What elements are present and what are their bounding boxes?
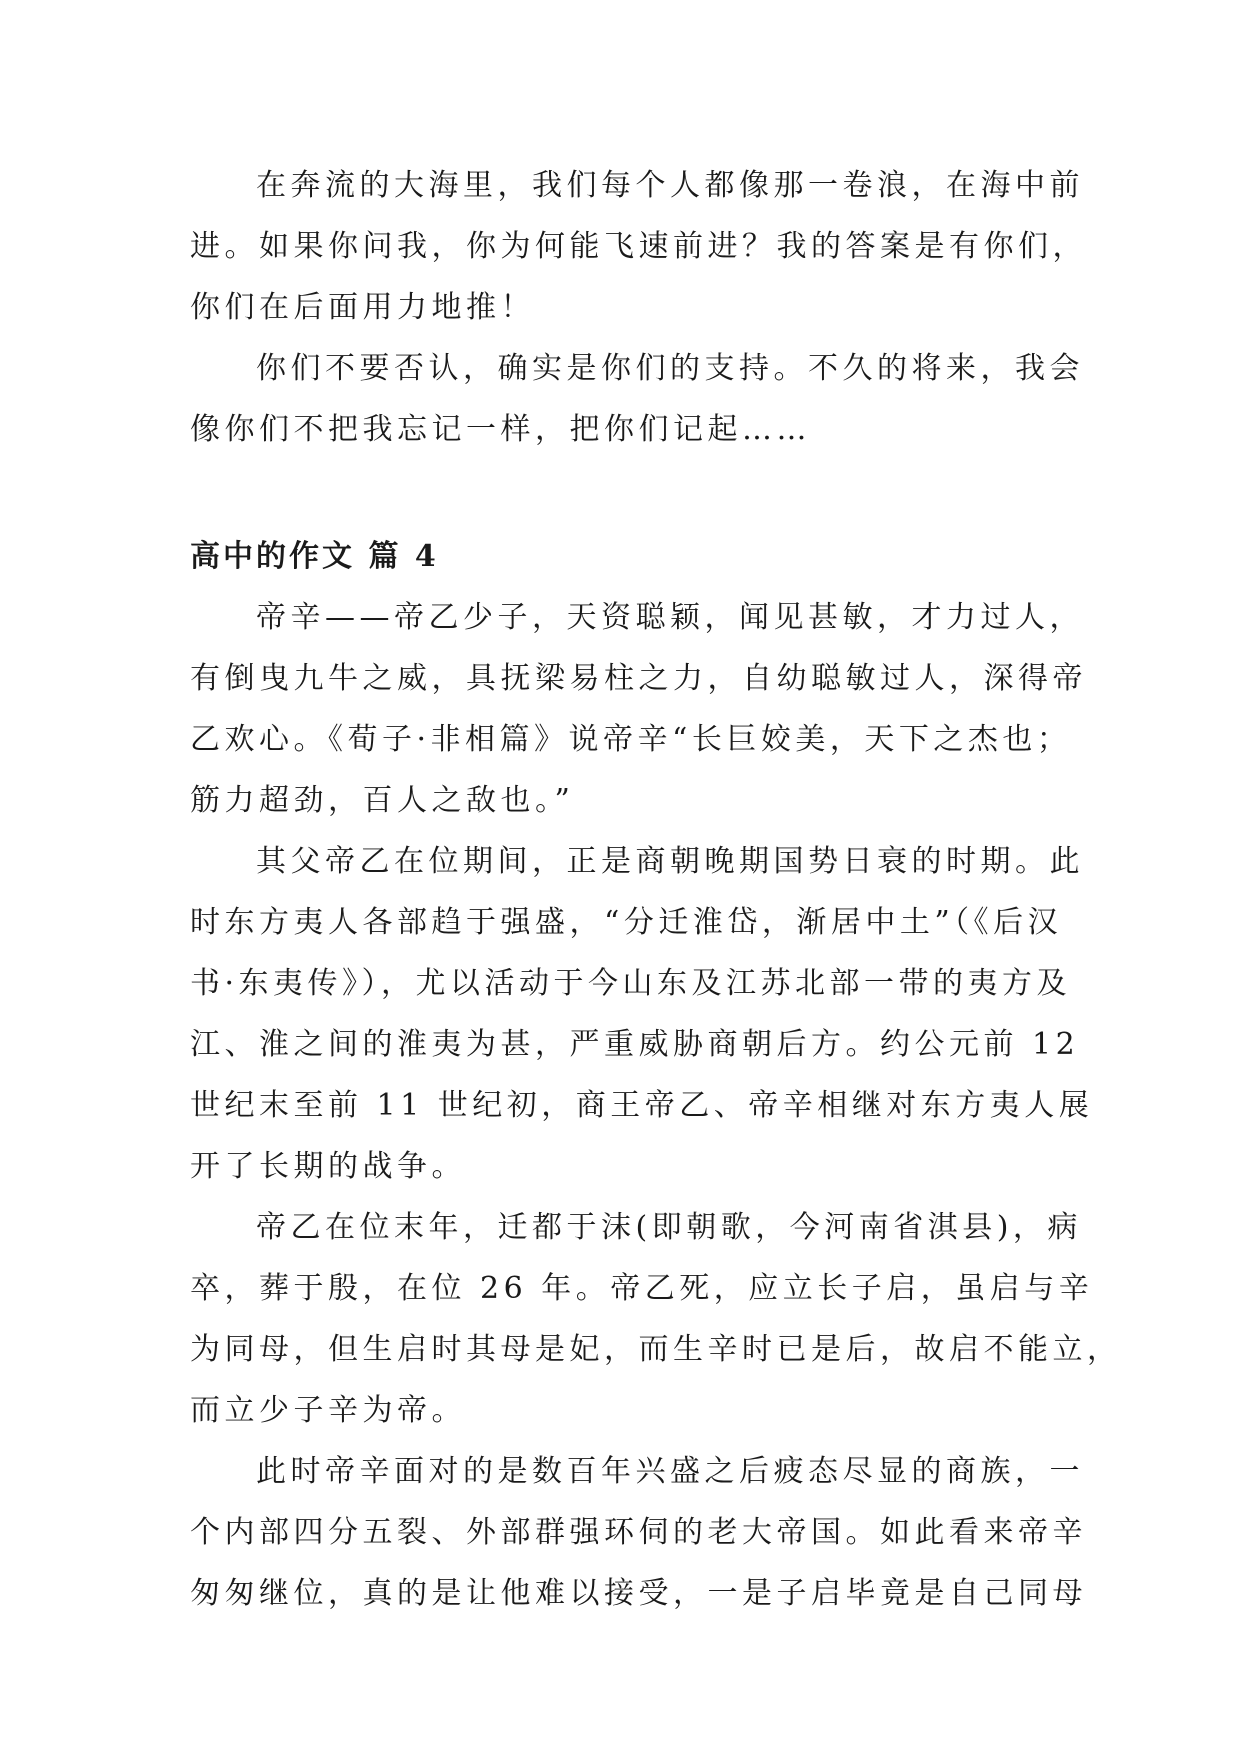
- text-line: 你们在后面用力地推！: [190, 290, 535, 325]
- text-line: 开了长期的战争。: [190, 1149, 466, 1184]
- text-line: 有倒曳九牛之威，具抚梁易柱之力，自幼聪敏过人，深得帝: [190, 661, 1087, 696]
- paragraph: [190, 338, 1084, 460]
- previous-essay-ending: [190, 155, 1087, 460]
- text-line: 而立少子辛为帝。: [190, 1393, 466, 1428]
- paragraph: [190, 1441, 1087, 1624]
- text-line: 你们不要否认，确实是你们的支持。不久的将来，我会: [256, 351, 1084, 386]
- text-line: 此时帝辛面对的是数百年兴盛之后疲态尽显的商族，一: [256, 1454, 1084, 1489]
- text-line: 在奔流的大海里，我们每个人都像那一卷浪，在海中前: [256, 168, 1084, 203]
- text-line: 像你们不把我忘记一样，把你们记起……: [190, 412, 811, 447]
- text-line: 时东方夷人各部趋于强盛，“分迁淮岱，渐居中土”（《后汉: [190, 905, 1063, 940]
- text-line: 进。如果你问我，你为何能飞速前进？我的答案是有你们，: [190, 229, 1087, 264]
- text-line: 匆匆继位，真的是让他难以接受，一是子启毕竟是自己同母: [190, 1576, 1087, 1611]
- text-line: 筋力超劲，百人之敌也。”: [190, 783, 575, 818]
- text-line: 世纪末至前 11 世纪初，商王帝乙、帝辛相继对东方夷人展: [190, 1088, 1094, 1123]
- text-line: 卒，葬于殷，在位 26 年。帝乙死，应立长子启，虽启与辛: [190, 1271, 1094, 1306]
- essay-body: [190, 587, 1122, 1624]
- text-line: 其父帝乙在位期间，正是商朝晚期国势日衰的时期。此: [256, 844, 1084, 879]
- text-line: 帝乙在位末年，迁都于沫(即朝歌，今河南省淇县)，病: [256, 1210, 1082, 1245]
- paragraph: [190, 155, 1087, 338]
- paragraph: [190, 1197, 1122, 1441]
- text-line: 乙欢心。《荀子·非相篇》说帝辛“长巨姣美，天下之杰也；: [190, 722, 1072, 757]
- text-line: 个内部四分五裂、外部群强环伺的老大帝国。如此看来帝辛: [190, 1515, 1087, 1550]
- text-line: 为同母，但生启时其母是妃，而生辛时已是后，故启不能立，: [190, 1332, 1122, 1367]
- essay-heading: 高中的作文 篇 4: [190, 539, 439, 574]
- text-line: 帝辛——帝乙少子，天资聪颖，闻见甚敏，才力过人，: [256, 600, 1084, 635]
- text-line: 江、淮之间的淮夷为甚，严重威胁商朝后方。约公元前 12: [190, 1027, 1080, 1062]
- document-page: [190, 155, 1122, 1624]
- paragraph: [190, 831, 1094, 1197]
- paragraph: [190, 587, 1087, 831]
- section-gap: [190, 460, 1070, 526]
- text-line: 书·东夷传》），尤以活动于今山东及江苏北部一带的夷方及: [190, 966, 1072, 1001]
